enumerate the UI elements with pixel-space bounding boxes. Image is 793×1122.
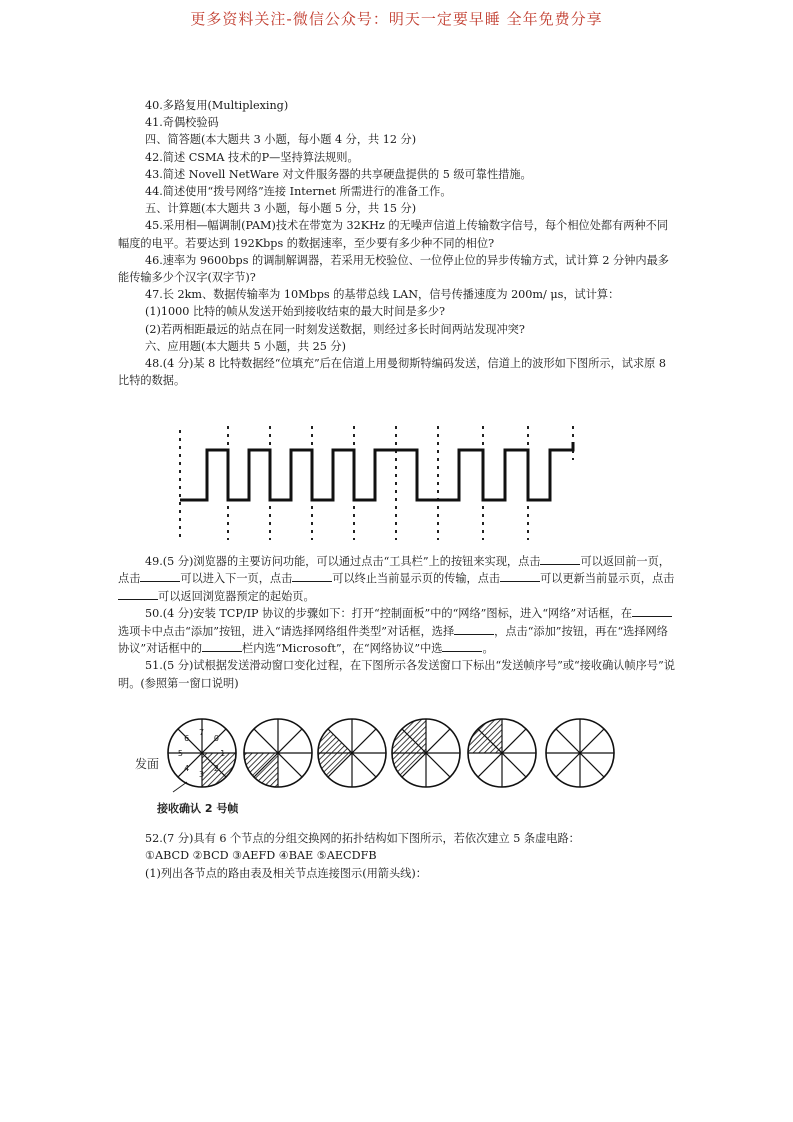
- question-52-paths: ①ABCD ②BCD ③AEFD ④BAE ⑤AECDFB: [145, 849, 377, 863]
- q50-text-5: 。: [482, 642, 494, 656]
- q49-text-4: 可以终止当前显示页的传输，点击: [332, 572, 501, 586]
- question-49: [118, 553, 678, 605]
- blank-50-1: [632, 605, 672, 617]
- sector-number: 1: [220, 749, 226, 758]
- q50-text-1: 50.(4 分)安装 TCP/IP 协议的步骤如下：打开“控制面板”中的“网络”图标，进入“网络”对话框，在: [145, 607, 633, 621]
- questions-part1: [118, 97, 678, 389]
- hatched-sector: [392, 753, 426, 777]
- window-circle-4: [392, 719, 460, 787]
- question-42: 42.简述 CSMA 技术的P—坚持算法规则。: [145, 150, 359, 164]
- question-48: 48.(4 分)某 8 比特数据经“位填充”后在信道上用曼彻斯特编码发送，信道上的波形如下图所示，试求原 8 比特的数据。: [118, 357, 667, 388]
- q49-text-5: 可以更新当前显示页，点击: [540, 572, 675, 586]
- section-6-heading: 六、应用题(本大题共 5 小题，共 25 分): [145, 339, 346, 353]
- question-40: 40.多路复用(Multiplexing): [145, 99, 289, 112]
- q50-text-2: 选项卡中点击“添加”按钮，进入“请选择网络组件类型”对话框，选择: [118, 624, 455, 638]
- fig51-bottom-label: 接收确认 2 号帧: [157, 802, 239, 815]
- sector-number: 2: [213, 763, 219, 773]
- question-47-part2: (2)若两相距最远的站点在同一时刻发送数据，则经过多长时间两站发现冲突?: [145, 322, 525, 336]
- fig51-pointer-line: [173, 782, 187, 792]
- q50-text-4: 栏内选“Microsoft”，在“网络协议”中选: [242, 642, 443, 656]
- blank-49-2: [140, 570, 180, 582]
- q49-text-6: 可以返回浏览器预定的起始页。: [158, 589, 315, 603]
- window-circle-3: [318, 719, 386, 787]
- section-4-heading: 四、简答题(本大题共 3 小题，每小题 4 分，共 12 分): [145, 133, 417, 147]
- question-47: 47.长 2km、数据传输率为 10Mbps 的基带总线 LAN，信号传播速度为 200m/ μs，试计算：: [145, 288, 620, 302]
- fig51-left-label: 发面: [135, 757, 160, 771]
- sector-number: 5: [177, 749, 184, 758]
- question-45: 45.采用相—幅调制(PAM)技术在带宽为 32KHz 的无噪声信道上传输数字信号，每个相位处都有两种不同幅度的电平。若要达到 192Kbps 的数据速率，至少要有多少种不同的相位?: [118, 219, 669, 250]
- blank-50-4: [442, 640, 482, 652]
- blank-50-3: [202, 640, 242, 652]
- q50-text-3: ，点击“添加”按钮，再在“选择网络协议”对话框中的: [118, 624, 668, 656]
- window-circles: [168, 719, 614, 787]
- blank-49-5: [118, 588, 158, 600]
- manchester-waveform-figure: [165, 420, 585, 545]
- section-5-heading: 五、计算题(本大题共 3 小题，每小题 5 分，共 15 分): [145, 202, 417, 216]
- q49-text-2: 可以返回前一页，点击: [118, 555, 670, 586]
- hatched-sector: [318, 729, 352, 753]
- sector-number: 3: [199, 770, 205, 780]
- question-51: 51.(5 分)试根据发送滑动窗口变化过程，在下图所示各发送窗口下标出“发送帧序号”或“接收确认帧序号”说明。(参照第一窗口说明): [118, 659, 675, 690]
- question-41: 41.奇偶校验码: [145, 116, 219, 130]
- window-circle-5: [468, 719, 536, 787]
- hatched-sector: [318, 753, 352, 777]
- sector-number: 0: [213, 734, 219, 744]
- question-44: 44.简述使用“拨号网络”连接 Internet 所需进行的准备工作。: [145, 185, 452, 199]
- blank-49-4: [500, 570, 540, 582]
- q49-text-1: 49.(5 分)浏览器的主要访问功能，可以通过点击“工具栏”上的按钮来实现，点击: [145, 555, 541, 568]
- window-circle-1: [168, 719, 236, 787]
- window-circle-6: [546, 719, 614, 787]
- sector-number: 4: [184, 763, 190, 773]
- sliding-window-figure: [125, 710, 655, 820]
- question-43: 43.简述 Novell NetWare 对文件服务器的共享硬盘提供的 5 级可靠性措施。: [145, 167, 532, 181]
- blank-49-1: [540, 553, 580, 565]
- header-banner: 更多资料关注-微信公众号：明天一定要早睡 全年免费分享: [190, 10, 603, 28]
- sector-number: 6: [184, 734, 190, 744]
- question-52-part1: (1)列出各节点的路由表及相关节点连接图示(用箭头线)：: [145, 866, 427, 880]
- questions-part2: [118, 553, 678, 692]
- q49-text-3: 可以进入下一页，点击: [180, 572, 293, 586]
- question-47-part1: (1)1000 比特的帧从发送开始到接收结束的最大时间是多少?: [145, 305, 445, 319]
- question-52: 52.(7 分)具有 6 个节点的分组交换网的拓扑结构如下图所示，若依次建立 5 条虚电路：: [145, 832, 580, 845]
- questions-part3: [118, 830, 678, 882]
- waveform-signal: [180, 442, 573, 500]
- question-50: [118, 605, 678, 657]
- question-46: 46.速率为 9600bps 的调制解调器，若采用无校验位、一位停止位的异步传输方式，试计算 2 分钟内最多能传输多少个汉字(双字节)?: [118, 253, 669, 285]
- blank-49-3: [292, 570, 332, 582]
- blank-50-2: [454, 623, 494, 635]
- window-circle-2: [244, 719, 312, 787]
- sector-number: 7: [199, 727, 205, 737]
